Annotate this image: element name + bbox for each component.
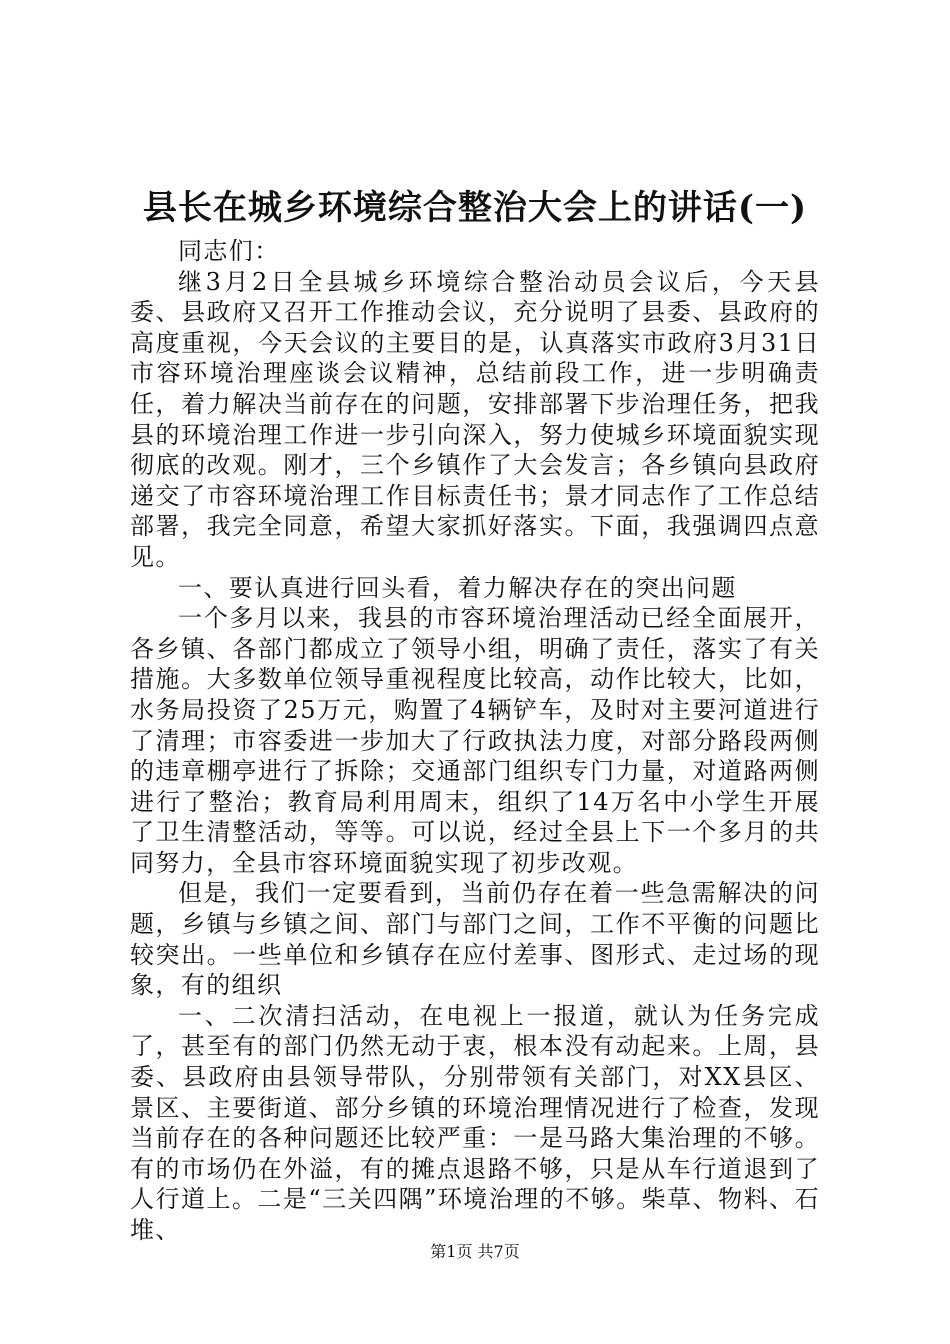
body-paragraph: 但是，我们一定要看到，当前仍存在着一些急需解决的问题，乡镇与乡镇之间、部门与部门之间，工作不平衡的问题比较突出。一些单位和乡镇存在应付差事、图形式、走过场的现象，有的组织	[130, 879, 820, 1000]
body-paragraph: 继3月2日全县城乡环境综合整治动员会议后，今天县委、县政府又召开工作推动会议，充分说明了县委、县政府的高度重视，今天会议的主要目的是，认真落实市政府3月31日市容环境治理座谈会议精神，总结前段工作，进一步明确责任，着力解决当前存在的问题，安排部署下步治理任务，把我县的环境治理工作进一步引向深入，努力使城乡环境面貌实现彻底的改观。刚才，三个乡镇作了大会发言；各乡镇向县政府递交了市容环境治理工作目标责任书；景才同志作了工作总结部署，我完全同意，希望大家抓好落实。下面，我强调四点意见。	[130, 267, 820, 571]
section-heading: 一、要认真进行回头看，着力解决存在的突出问题	[178, 573, 737, 602]
page-footer: 第1页 共7页	[430, 1242, 520, 1261]
body-paragraph: 一、二次清扫活动，在电视上一报道，就认为任务完成了，甚至有的部门仍然无动于衷，根本没有动起来。上周，县委、县政府由县领导带队，分别带领有关部门，对XX县区、景区、主要街道、部分乡镇的环境治理情况进行了检查，发现当前存在的各种问题还比较严重：一是马路大集治理的不够。有的市场仍在外溢，有的摊点退路不够，只是从车行道退到了人行道上。二是“三关四隅”环境治理的不够。柴草、物料、石堆、	[130, 1001, 820, 1244]
greeting-paragraph: 同志们：	[178, 237, 280, 265]
document-title: 县长在城乡环境综合整治大会上的讲话(一)	[142, 188, 808, 228]
document-body	[130, 236, 820, 1246]
body-paragraph: 一个多月以来，我县的市容环境治理活动已经全面展开，各乡镇、各部门都成立了领导小组，明确了责任，落实了有关措施。大多数单位领导重视程度比较高，动作比较大，比如，水务局投资了25万元，购置了4辆铲车，及时对主要河道进行了清理；市容委进一步加大了行政执法力度，对部分路段两侧的违章棚亭进行了拆除；交通部门组织专门力量，对道路两侧进行了整治；教育局利用周末，组织了14万名中小学生开展了卫生清整活动，等等。可以说，经过全县上下一个多月的共同努力，全县市容环境面貌实现了初步改观。	[130, 604, 820, 877]
